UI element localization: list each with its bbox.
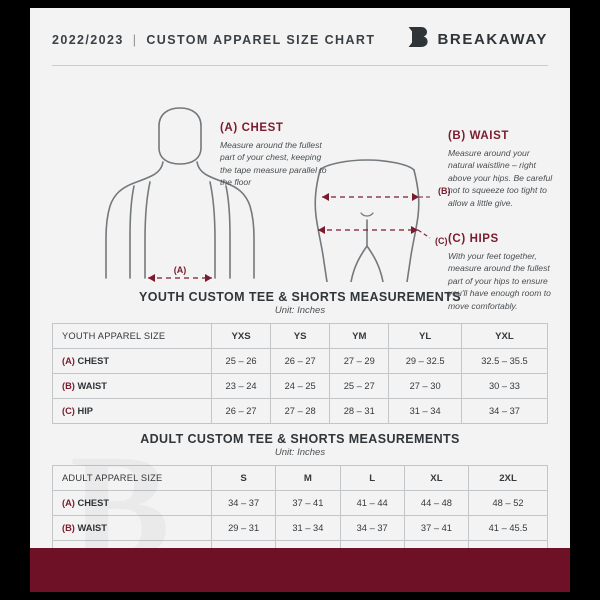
adult-cell-0-3: 44 – 48 xyxy=(404,491,468,516)
youth-row-1-tag: (B) xyxy=(62,381,75,391)
youth-row-1-label xyxy=(53,374,212,399)
table-row xyxy=(53,374,548,399)
youth-cell-0-4: 32.5 – 35.5 xyxy=(461,349,547,374)
youth-row-0-tag: (A) xyxy=(62,356,75,366)
youth-table-subtitle: Unit: Inches xyxy=(274,305,326,316)
callout-waist-heading: WAIST xyxy=(469,130,509,142)
adult-cell-0-1: 37 – 41 xyxy=(276,491,340,516)
youth-col-4: YXL xyxy=(461,324,547,349)
adult-row-0-name: CHEST xyxy=(77,498,110,508)
callout-hips-text: With your feet together, measure around the fullest part of your hips to ensure you'll have enough room to move comfortably. xyxy=(448,251,551,311)
youth-cell-2-4: 34 – 37 xyxy=(461,399,547,424)
adult-col-4: 2XL xyxy=(469,466,548,491)
youth-cell-2-2: 28 – 31 xyxy=(330,399,389,424)
waist-marker-label: (B) xyxy=(438,186,451,196)
callout-waist-tag: (B) xyxy=(448,130,466,142)
callout-chest xyxy=(220,122,335,189)
youth-col-1: YS xyxy=(271,324,330,349)
callout-hips-heading: HIPS xyxy=(469,233,499,245)
callout-chest-title xyxy=(220,122,335,134)
youth-cell-1-4: 30 – 33 xyxy=(461,374,547,399)
youth-size-table xyxy=(52,323,548,424)
header-divider xyxy=(52,65,548,66)
youth-cell-0-3: 29 – 32.5 xyxy=(389,349,462,374)
brand-name: BREAKAWAY xyxy=(437,31,548,48)
youth-row-header-label: YOUTH APPAREL SIZE xyxy=(53,324,212,349)
youth-cell-1-1: 24 – 25 xyxy=(271,374,330,399)
table-header-row xyxy=(53,324,548,349)
youth-cell-0-0: 25 – 26 xyxy=(212,349,271,374)
youth-row-2-name: HIP xyxy=(77,406,93,416)
adult-cell-1-2: 34 – 37 xyxy=(340,516,404,541)
footer-band xyxy=(30,548,570,592)
callout-waist xyxy=(448,130,558,209)
youth-cell-2-3: 31 – 34 xyxy=(389,399,462,424)
youth-row-2-tag: (C) xyxy=(62,406,75,416)
youth-row-0-label xyxy=(53,349,212,374)
adult-cell-0-4: 48 – 52 xyxy=(469,491,548,516)
size-chart-sheet xyxy=(30,8,570,592)
callout-chest-heading: CHEST xyxy=(241,122,284,134)
brand-lockup xyxy=(408,26,548,53)
adult-col-0: S xyxy=(212,466,276,491)
callout-chest-tag: (A) xyxy=(220,122,238,134)
callout-hips xyxy=(448,233,558,312)
youth-col-0: YXS xyxy=(212,324,271,349)
table-row xyxy=(53,399,548,424)
youth-cell-2-1: 27 – 28 xyxy=(271,399,330,424)
youth-cell-0-1: 26 – 27 xyxy=(271,349,330,374)
adult-col-3: XL xyxy=(404,466,468,491)
adult-row-1-name: WAIST xyxy=(77,523,107,533)
breakaway-b-logo-icon xyxy=(408,26,428,53)
header-separator: | xyxy=(132,32,138,47)
adult-cell-0-2: 41 – 44 xyxy=(340,491,404,516)
youth-cell-1-2: 25 – 27 xyxy=(330,374,389,399)
table-row xyxy=(53,349,548,374)
adult-cell-1-3: 37 – 41 xyxy=(404,516,468,541)
document-header xyxy=(30,8,570,59)
season-label: 2022/2023 xyxy=(52,32,124,47)
adult-table-title: ADULT CUSTOM TEE & SHORTS MEASUREMENTS xyxy=(140,432,460,446)
youth-col-2: YM xyxy=(330,324,389,349)
callout-waist-title xyxy=(448,130,558,142)
callout-hips-title xyxy=(448,233,558,245)
youth-cell-1-0: 23 – 24 xyxy=(212,374,271,399)
chest-marker-label: (A) xyxy=(173,265,187,275)
youth-row-2-label xyxy=(53,399,212,424)
adult-cell-1-1: 31 – 34 xyxy=(276,516,340,541)
adult-cell-1-0: 29 – 31 xyxy=(212,516,276,541)
youth-col-3: YL xyxy=(389,324,462,349)
youth-cell-2-0: 26 – 27 xyxy=(212,399,271,424)
adult-row-header-label: ADULT APPAREL SIZE xyxy=(53,466,212,491)
adult-row-1-tag: (B) xyxy=(62,523,75,533)
youth-table-title: YOUTH CUSTOM TEE & SHORTS MEASUREMENTS xyxy=(139,290,461,304)
page-title: CUSTOM APPAREL SIZE CHART xyxy=(146,32,376,47)
adult-row-0-tag: (A) xyxy=(62,498,75,508)
adult-cell-0-0: 34 – 37 xyxy=(212,491,276,516)
header-title-group xyxy=(52,33,375,47)
youth-cell-0-2: 27 – 29 xyxy=(330,349,389,374)
callout-hips-tag: (C) xyxy=(448,233,466,245)
adult-col-2: L xyxy=(340,466,404,491)
callout-waist-text: Measure around your natural waistline – right above your hips. Be careful not to squeeze too tight to allow a little give. xyxy=(448,148,553,208)
callout-chest-text: Measure around the fullest part of your chest, keeping the tape measure parallel to the floor xyxy=(220,140,327,188)
youth-cell-1-3: 27 – 30 xyxy=(389,374,462,399)
hips-marker-label: (C) xyxy=(435,236,448,246)
youth-row-1-name: WAIST xyxy=(77,381,107,391)
youth-row-0-name: CHEST xyxy=(77,356,110,366)
adult-cell-1-4: 41 – 45.5 xyxy=(469,516,548,541)
adult-table-subtitle: Unit: Inches xyxy=(274,447,326,458)
adult-col-1: M xyxy=(276,466,340,491)
